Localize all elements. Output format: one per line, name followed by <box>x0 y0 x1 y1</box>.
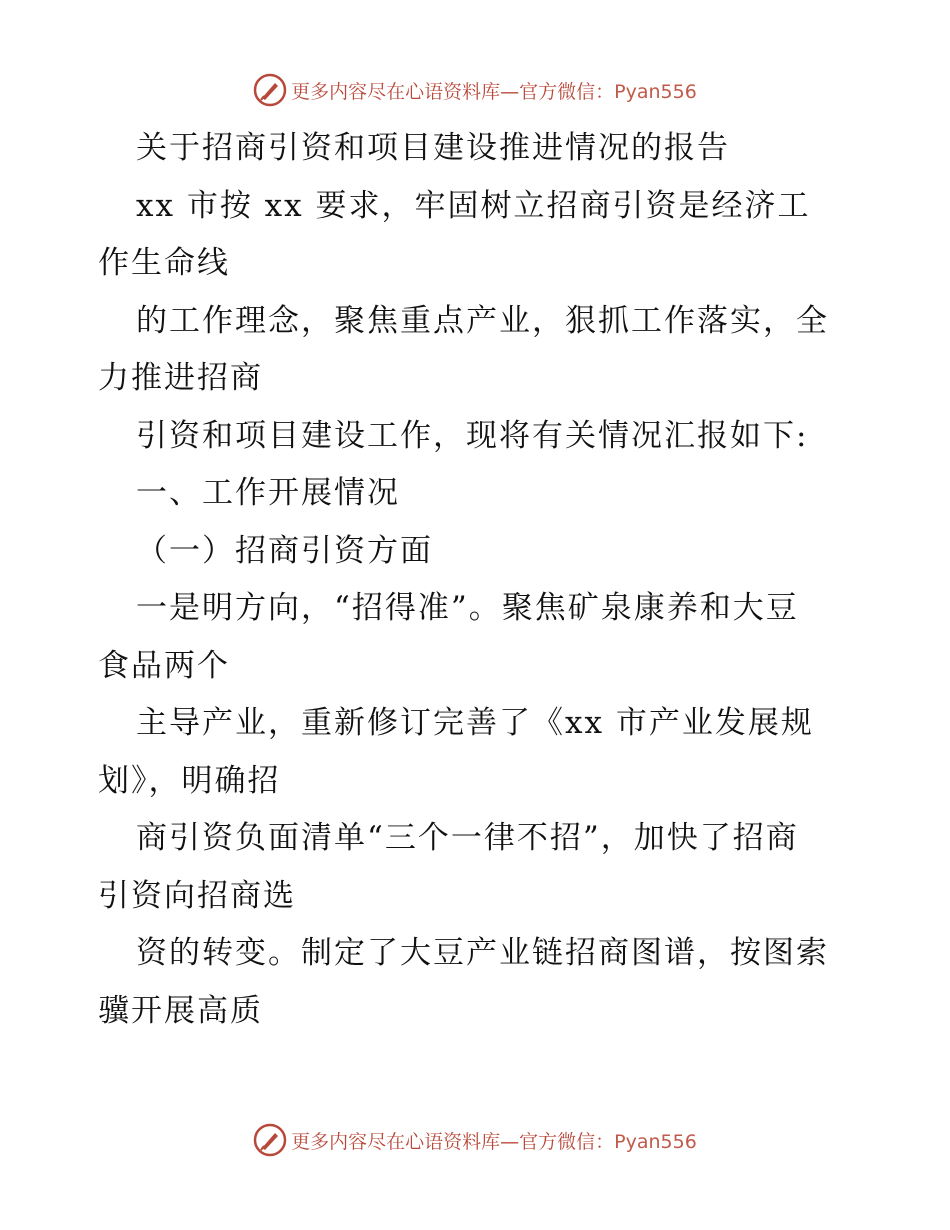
paragraph-line: 力推进招商 <box>98 360 263 396</box>
paragraph-line: 食品两个 <box>98 647 230 684</box>
paragraph-line: 作生命线 <box>98 245 230 281</box>
header-watermark <box>0 70 950 110</box>
paragraph-line: 商引资负面清单“三个一律不招”，加快了招商 <box>136 820 799 856</box>
paragraph-line: 引资向招商选 <box>98 877 296 914</box>
paragraph-line: 的工作理念，聚焦重点产业，狠抓工作落实，全 <box>136 302 829 339</box>
paragraph-line: 一是明方向，“招得准”。聚焦矿泉康养和大豆 <box>136 590 799 626</box>
watermark-text: 更多内容尽在心语资料库—官方微信：Pyan556 <box>291 80 697 103</box>
paragraph-line: xx 市按 xx 要求，牢固树立招商引资是经济工 <box>136 187 811 224</box>
document-body <box>98 120 858 1040</box>
paragraph-line: 主导产业，重新修订完善了《xx 市产业发展规 <box>136 705 814 741</box>
document-title: 关于招商引资和项目建设推进情况的报告 <box>136 130 730 166</box>
watermark-text: 更多内容尽在心语资料库—官方微信：Pyan556 <box>291 1130 697 1153</box>
subsection-heading: （一）招商引资方面 <box>136 532 433 569</box>
paragraph-line: 资的转变。制定了大豆产业链招商图谱，按图索 <box>136 935 829 971</box>
paragraph-line: 引资和项目建设工作，现将有关情况汇报如下: <box>136 417 809 454</box>
paragraph-line: 划》，明确招 <box>98 762 281 799</box>
quill-logo-icon <box>253 1123 287 1157</box>
paragraph-line: 骥开展高质 <box>98 992 263 1029</box>
footer-watermark <box>0 1120 950 1160</box>
quill-logo-icon <box>253 73 287 107</box>
section-heading: 一、工作开展情况 <box>136 475 400 511</box>
